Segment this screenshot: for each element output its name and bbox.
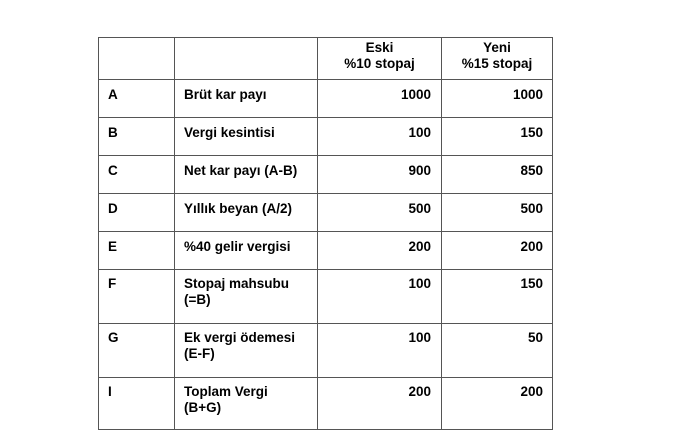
row-code: I <box>99 378 175 430</box>
row-code: E <box>99 232 175 270</box>
table-row <box>99 156 553 194</box>
row-label <box>175 324 318 378</box>
row-label-line1: Vergi kesintisi <box>184 125 275 140</box>
row-old-value: 200 <box>318 232 442 270</box>
row-code: D <box>99 194 175 232</box>
row-label-line1: Toplam Vergi <box>184 384 268 399</box>
row-label-line1: Stopaj mahsubu <box>184 276 290 291</box>
row-old-value: 100 <box>318 118 442 156</box>
row-label-line2: (E-F) <box>184 346 215 361</box>
row-code: F <box>99 270 175 324</box>
row-new-value: 200 <box>442 232 553 270</box>
header-old-subtitle: %10 stopaj <box>344 56 415 71</box>
row-label-line2: (B+G) <box>184 400 222 415</box>
row-old-value: 900 <box>318 156 442 194</box>
row-code: B <box>99 118 175 156</box>
row-old-value: 1000 <box>318 80 442 118</box>
header-cell-code <box>99 38 175 80</box>
row-label <box>175 270 318 324</box>
table-row <box>99 194 553 232</box>
header-cell-new <box>442 38 553 80</box>
row-old-value: 100 <box>318 270 442 324</box>
row-new-value: 850 <box>442 156 553 194</box>
row-code: G <box>99 324 175 378</box>
table-row <box>99 378 553 430</box>
row-old-value: 100 <box>318 324 442 378</box>
header-old-title: Eski <box>365 40 394 55</box>
row-label <box>175 156 318 194</box>
row-old-value: 200 <box>318 378 442 430</box>
table-row <box>99 80 553 118</box>
row-label <box>175 118 318 156</box>
header-cell-old <box>318 38 442 80</box>
row-label <box>175 194 318 232</box>
row-new-value: 50 <box>442 324 553 378</box>
tax-comparison-table <box>98 37 553 430</box>
row-label-line1: Ek vergi ödemesi <box>184 330 296 345</box>
row-label-line2: (=B) <box>184 292 211 307</box>
row-label-line1: Yıllık beyan (A/2) <box>184 201 293 216</box>
row-label-line1: %40 gelir vergisi <box>184 239 291 254</box>
table-row <box>99 270 553 324</box>
table-header-row <box>99 38 553 80</box>
row-new-value: 1000 <box>442 80 553 118</box>
row-code: C <box>99 156 175 194</box>
row-new-value: 150 <box>442 118 553 156</box>
header-new-title: Yeni <box>483 40 511 55</box>
row-label-line1: Net kar payı (A-B) <box>184 163 298 178</box>
table-row <box>99 118 553 156</box>
row-old-value: 500 <box>318 194 442 232</box>
row-new-value: 150 <box>442 270 553 324</box>
row-label <box>175 232 318 270</box>
row-code: A <box>99 80 175 118</box>
row-new-value: 500 <box>442 194 553 232</box>
row-label <box>175 378 318 430</box>
header-new-subtitle: %15 stopaj <box>461 56 533 71</box>
table-row <box>99 324 553 378</box>
table-row <box>99 232 553 270</box>
row-label-line1: Brüt kar payı <box>184 87 267 102</box>
row-label <box>175 80 318 118</box>
header-cell-label <box>175 38 318 80</box>
row-new-value: 200 <box>442 378 553 430</box>
